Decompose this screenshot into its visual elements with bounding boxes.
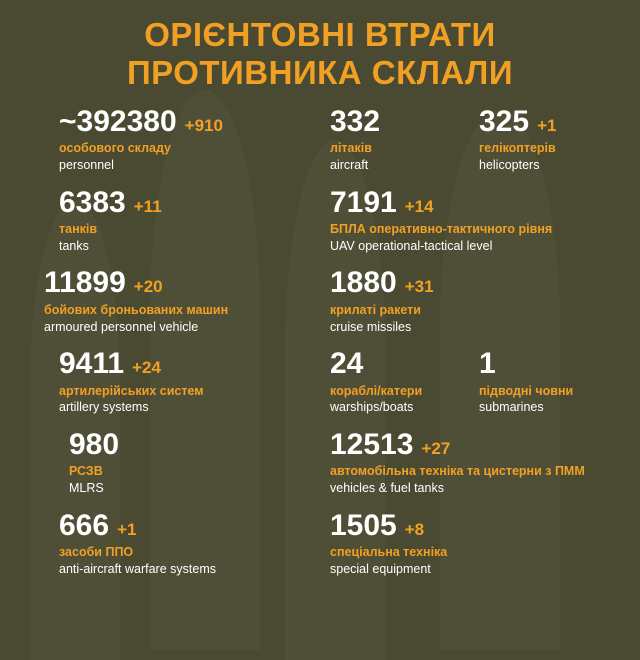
stat-label-ua: танків [59, 222, 98, 237]
stat-delta: +8 [404, 519, 425, 539]
stat-label-en: cruise missiles [330, 319, 412, 334]
stat-special-equipment [320, 510, 626, 578]
stat-value: ~392380 [59, 104, 177, 138]
stat-label-en: submarines [479, 400, 544, 415]
stat-value: 24 [330, 347, 364, 381]
stat-value-row [59, 510, 314, 542]
stats-row [14, 267, 626, 335]
stat-delta: +27 [421, 438, 451, 458]
stat-value: 1505 [330, 508, 397, 542]
stat-label-en: armoured personnel vehicle [44, 319, 199, 334]
stat-label-ua: спеціальна техніка [330, 545, 448, 560]
stat-label-ua: літаків [330, 141, 372, 156]
stat-value-row [330, 267, 620, 299]
stat-aircraft [320, 106, 473, 174]
stats-row [14, 429, 626, 497]
stat-value: 1880 [330, 266, 397, 300]
stat-label-ua: артилерійських систем [59, 383, 204, 398]
stats-row [14, 106, 626, 174]
stat-cruise-missiles [320, 267, 626, 335]
stats-row [14, 510, 626, 578]
stat-delta: +11 [133, 196, 162, 216]
stats-row [14, 348, 626, 416]
stat-value-row [479, 348, 620, 380]
stat-vehicles-fuel-tanks [320, 429, 626, 497]
stat-mlrs [14, 429, 320, 497]
stat-value: 6383 [59, 185, 126, 219]
stat-label-ua: бойових броньованих машин [44, 302, 229, 317]
stat-delta: +24 [132, 358, 161, 378]
stat-value: 9411 [59, 347, 125, 381]
stat-label-en: personnel [59, 158, 114, 172]
stat-delta: +1 [537, 115, 557, 135]
stat-value: 12513 [330, 427, 414, 461]
stat-armoured-vehicles [14, 267, 320, 335]
stat-uav [320, 187, 626, 255]
stat-label-en: vehicles & fuel tanks [330, 481, 444, 495]
stat-label-ua: гелікоптерів [479, 141, 556, 156]
stat-value: 325 [479, 104, 530, 138]
stat-value: 11899 [44, 266, 126, 300]
stat-label-en: UAV operational-tactical level [330, 238, 493, 253]
stat-label-en: special equipment [330, 561, 431, 576]
stat-value-row [330, 510, 620, 542]
stat-value-row [59, 348, 314, 380]
stat-label-en: MLRS [69, 481, 104, 495]
stat-delta: +20 [133, 277, 163, 297]
page-title-line-1: ОРІЄНТОВНІ ВТРАТИ [144, 16, 496, 53]
stat-label-en: anti-aircraft warfare systems [59, 561, 216, 576]
stat-value: 666 [59, 508, 110, 542]
stat-delta: +31 [404, 277, 434, 297]
stat-delta: +1 [117, 519, 137, 539]
stat-anti-aircraft [14, 510, 320, 578]
stat-label-en: artillery systems [59, 400, 149, 415]
stat-label-en: helicopters [479, 158, 540, 172]
stats-row [14, 187, 626, 255]
stat-label-en: tanks [59, 238, 89, 253]
stat-value: 7191 [330, 185, 397, 219]
stat-delta: +14 [404, 196, 434, 216]
stat-value-row [330, 106, 467, 138]
stat-label-ua: підводні човни [479, 383, 574, 398]
stat-label-ua: засоби ППО [59, 545, 134, 560]
stat-label-ua: кораблі/катери [330, 383, 423, 398]
stat-value-row [479, 106, 620, 138]
stat-label-ua: автомобільна техніка та цистерни з ПММ [330, 464, 585, 479]
stat-value-row [59, 187, 314, 219]
stat-value-row [330, 429, 620, 461]
stat-label-ua: крилаті ракети [330, 302, 421, 317]
stat-warships [320, 348, 473, 416]
stat-value: 332 [330, 104, 381, 138]
stat-tanks [14, 187, 320, 255]
stat-label-ua: БПЛА оперативно-тактичного рівня [330, 222, 553, 237]
stat-value-row [59, 106, 314, 138]
stat-value-row [69, 429, 314, 461]
stat-submarines [473, 348, 626, 416]
stats-grid [0, 106, 640, 578]
stat-artillery [14, 348, 320, 416]
stat-value-row [44, 267, 314, 299]
stat-personnel [14, 106, 320, 174]
stat-value-row [330, 187, 620, 219]
stat-label-en: warships/boats [330, 400, 414, 415]
page-title-line-2: ПРОТИВНИКА СКЛАЛИ [126, 53, 514, 91]
stat-value-row [330, 348, 467, 380]
stat-value: 1 [479, 347, 496, 381]
stat-value: 980 [69, 427, 120, 461]
page-title [0, 10, 640, 106]
stat-label-ua: особового складу [59, 141, 172, 156]
stat-helicopters [473, 106, 626, 174]
stat-label-ua: РСЗВ [69, 464, 103, 479]
stat-label-en: aircraft [330, 158, 369, 172]
stat-delta: +910 [184, 115, 223, 135]
